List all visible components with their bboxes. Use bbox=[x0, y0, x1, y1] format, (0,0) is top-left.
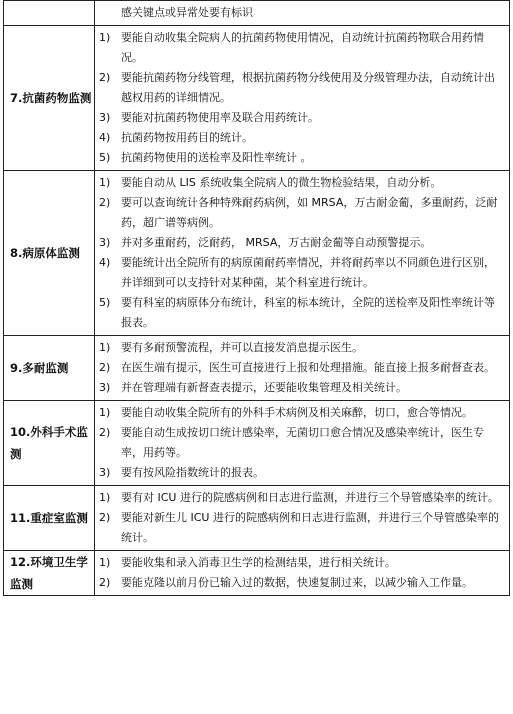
row-content-cell bbox=[95, 551, 510, 596]
item-number: 1) bbox=[99, 491, 111, 504]
item-number: 5) bbox=[99, 151, 111, 164]
item-number: 2) bbox=[99, 361, 111, 374]
list-item bbox=[99, 488, 503, 508]
item-number: 2) bbox=[99, 71, 111, 84]
item-text: 要能自动生成按切口统计感染率，无菌切口愈合情况及感染率统计，医生专率，用药等。 bbox=[121, 426, 484, 459]
table-row bbox=[4, 336, 510, 401]
item-number: 1) bbox=[99, 406, 111, 419]
row-label: 9.多耐监测 bbox=[10, 361, 69, 375]
table-row bbox=[4, 486, 510, 551]
list-item bbox=[99, 128, 503, 148]
continuation-text: 感关键点或异常处要有标识 bbox=[121, 6, 253, 19]
row-content-cell bbox=[95, 401, 510, 486]
list-item bbox=[99, 68, 503, 108]
table-row bbox=[4, 551, 510, 596]
requirements-table bbox=[3, 0, 510, 596]
item-number: 2) bbox=[99, 426, 111, 439]
item-number: 4) bbox=[99, 131, 111, 144]
item-text: 要可以查询统计各种特殊耐药病例，如 MRSA，万古耐金葡，多重耐药，泛耐药，超广谱等病例。 bbox=[121, 196, 498, 229]
item-number: 5) bbox=[99, 296, 111, 309]
item-text: 在医生端有提示，医生可直接进行上报和处理措施。能直接上报多耐督查表。 bbox=[121, 361, 495, 374]
list-item bbox=[99, 28, 503, 68]
item-number: 1) bbox=[99, 341, 111, 354]
table-row bbox=[4, 171, 510, 336]
list-item bbox=[99, 253, 503, 293]
list-item bbox=[99, 293, 503, 333]
row-content-cell bbox=[95, 486, 510, 551]
row-content-cell bbox=[95, 26, 510, 171]
item-number: 2) bbox=[99, 511, 111, 524]
row-label-cell bbox=[4, 551, 95, 596]
item-text: 抗菌药物按用药目的统计。 bbox=[121, 131, 253, 144]
list-item bbox=[99, 573, 503, 593]
row-label: 8.病原体监测 bbox=[10, 246, 80, 260]
list-item bbox=[99, 378, 503, 398]
row-content-cell bbox=[95, 336, 510, 401]
list-item bbox=[99, 508, 503, 548]
item-number: 4) bbox=[99, 256, 111, 269]
item-text: 要有科室的病原体分布统计，科室的标本统计，全院的送检率及阳性率统计等报表。 bbox=[121, 296, 495, 329]
item-text: 抗菌药物使用的送检率及阳性率统计 。 bbox=[121, 151, 312, 164]
item-number: 3) bbox=[99, 111, 111, 124]
list-item bbox=[99, 233, 503, 253]
item-number: 3) bbox=[99, 236, 111, 249]
list-item bbox=[99, 108, 503, 128]
item-text: 要有按风险指数统计的报表。 bbox=[121, 466, 264, 479]
item-text: 并在管理端有新督查表提示，还要能收集管理及相关统计。 bbox=[121, 381, 407, 394]
list-item bbox=[99, 193, 503, 233]
item-number: 1) bbox=[99, 556, 111, 569]
item-text: 要能克隆以前月份已输入过的数据，快速复制过来，以减少输入工作量。 bbox=[121, 576, 473, 589]
row-label-cell bbox=[4, 486, 95, 551]
item-text: 要能统计出全院所有的病原菌耐药率情况，并将耐药率以不同颜色进行区别，并详细到可以支持针对某种菌，某个科室进行统计。 bbox=[121, 256, 495, 289]
row-label-cell bbox=[4, 401, 95, 486]
item-text: 要有对 ICU 进行的院感病例和日志进行监测，并进行三个导管感染率的统计。 bbox=[121, 491, 499, 504]
item-text: 要能自动从 LIS 系统收集全院病人的微生物检验结果，自动分析。 bbox=[121, 176, 442, 189]
item-text: 要能对抗菌药物使用率及联合用药统计。 bbox=[121, 111, 319, 124]
item-text: 要能自动收集全院病人的抗菌药物使用情况，自动统计抗菌药物联合用药情况。 bbox=[121, 31, 484, 64]
item-number: 1) bbox=[99, 31, 111, 44]
table-row bbox=[4, 401, 510, 486]
list-item bbox=[99, 463, 503, 483]
item-number: 3) bbox=[99, 466, 111, 479]
row-label-cell bbox=[4, 26, 95, 171]
row-label: 7.抗菌药物监测 bbox=[10, 91, 92, 105]
list-item bbox=[99, 358, 503, 378]
row-label-cell bbox=[4, 1, 95, 26]
list-item bbox=[99, 423, 503, 463]
item-number: 3) bbox=[99, 381, 111, 394]
item-text: 要能抗菌药物分线管理，根据抗菌药物分线使用及分级管理办法，自动统计出越权用药的详细情况。 bbox=[121, 71, 495, 104]
item-number: 1) bbox=[99, 176, 111, 189]
row-label-cell bbox=[4, 336, 95, 401]
list-item bbox=[99, 403, 503, 423]
item-text: 要有多耐预警流程，并可以直接发消息提示医生。 bbox=[121, 341, 363, 354]
item-number: 2) bbox=[99, 196, 111, 209]
item-number: 2) bbox=[99, 576, 111, 589]
item-text: 要能收集和录入消毒卫生学的检测结果，进行相关统计。 bbox=[121, 556, 396, 569]
list-item bbox=[99, 553, 503, 573]
row-content-cell bbox=[95, 171, 510, 336]
table-row bbox=[4, 26, 510, 171]
item-text: 要能对新生儿 ICU 进行的院感病例和日志进行监测，并进行三个导管感染率的统计。 bbox=[121, 511, 499, 544]
list-item bbox=[99, 338, 503, 358]
table-row bbox=[4, 1, 510, 26]
item-text: 要能自动收集全院所有的外科手术病例及相关麻醉，切口，愈合等情况。 bbox=[121, 406, 473, 419]
row-content-cell bbox=[95, 1, 510, 26]
row-label: 11.重症室监测 bbox=[10, 511, 88, 525]
row-label: 12.环境卫生学监测 bbox=[10, 555, 88, 591]
item-text: 并对多重耐药，泛耐药， MRSA，万古耐金葡等自动预警提示。 bbox=[121, 236, 432, 249]
row-label-cell bbox=[4, 171, 95, 336]
list-item bbox=[99, 173, 503, 193]
list-item bbox=[99, 148, 503, 168]
row-label: 10.外科手术监测 bbox=[10, 425, 88, 461]
